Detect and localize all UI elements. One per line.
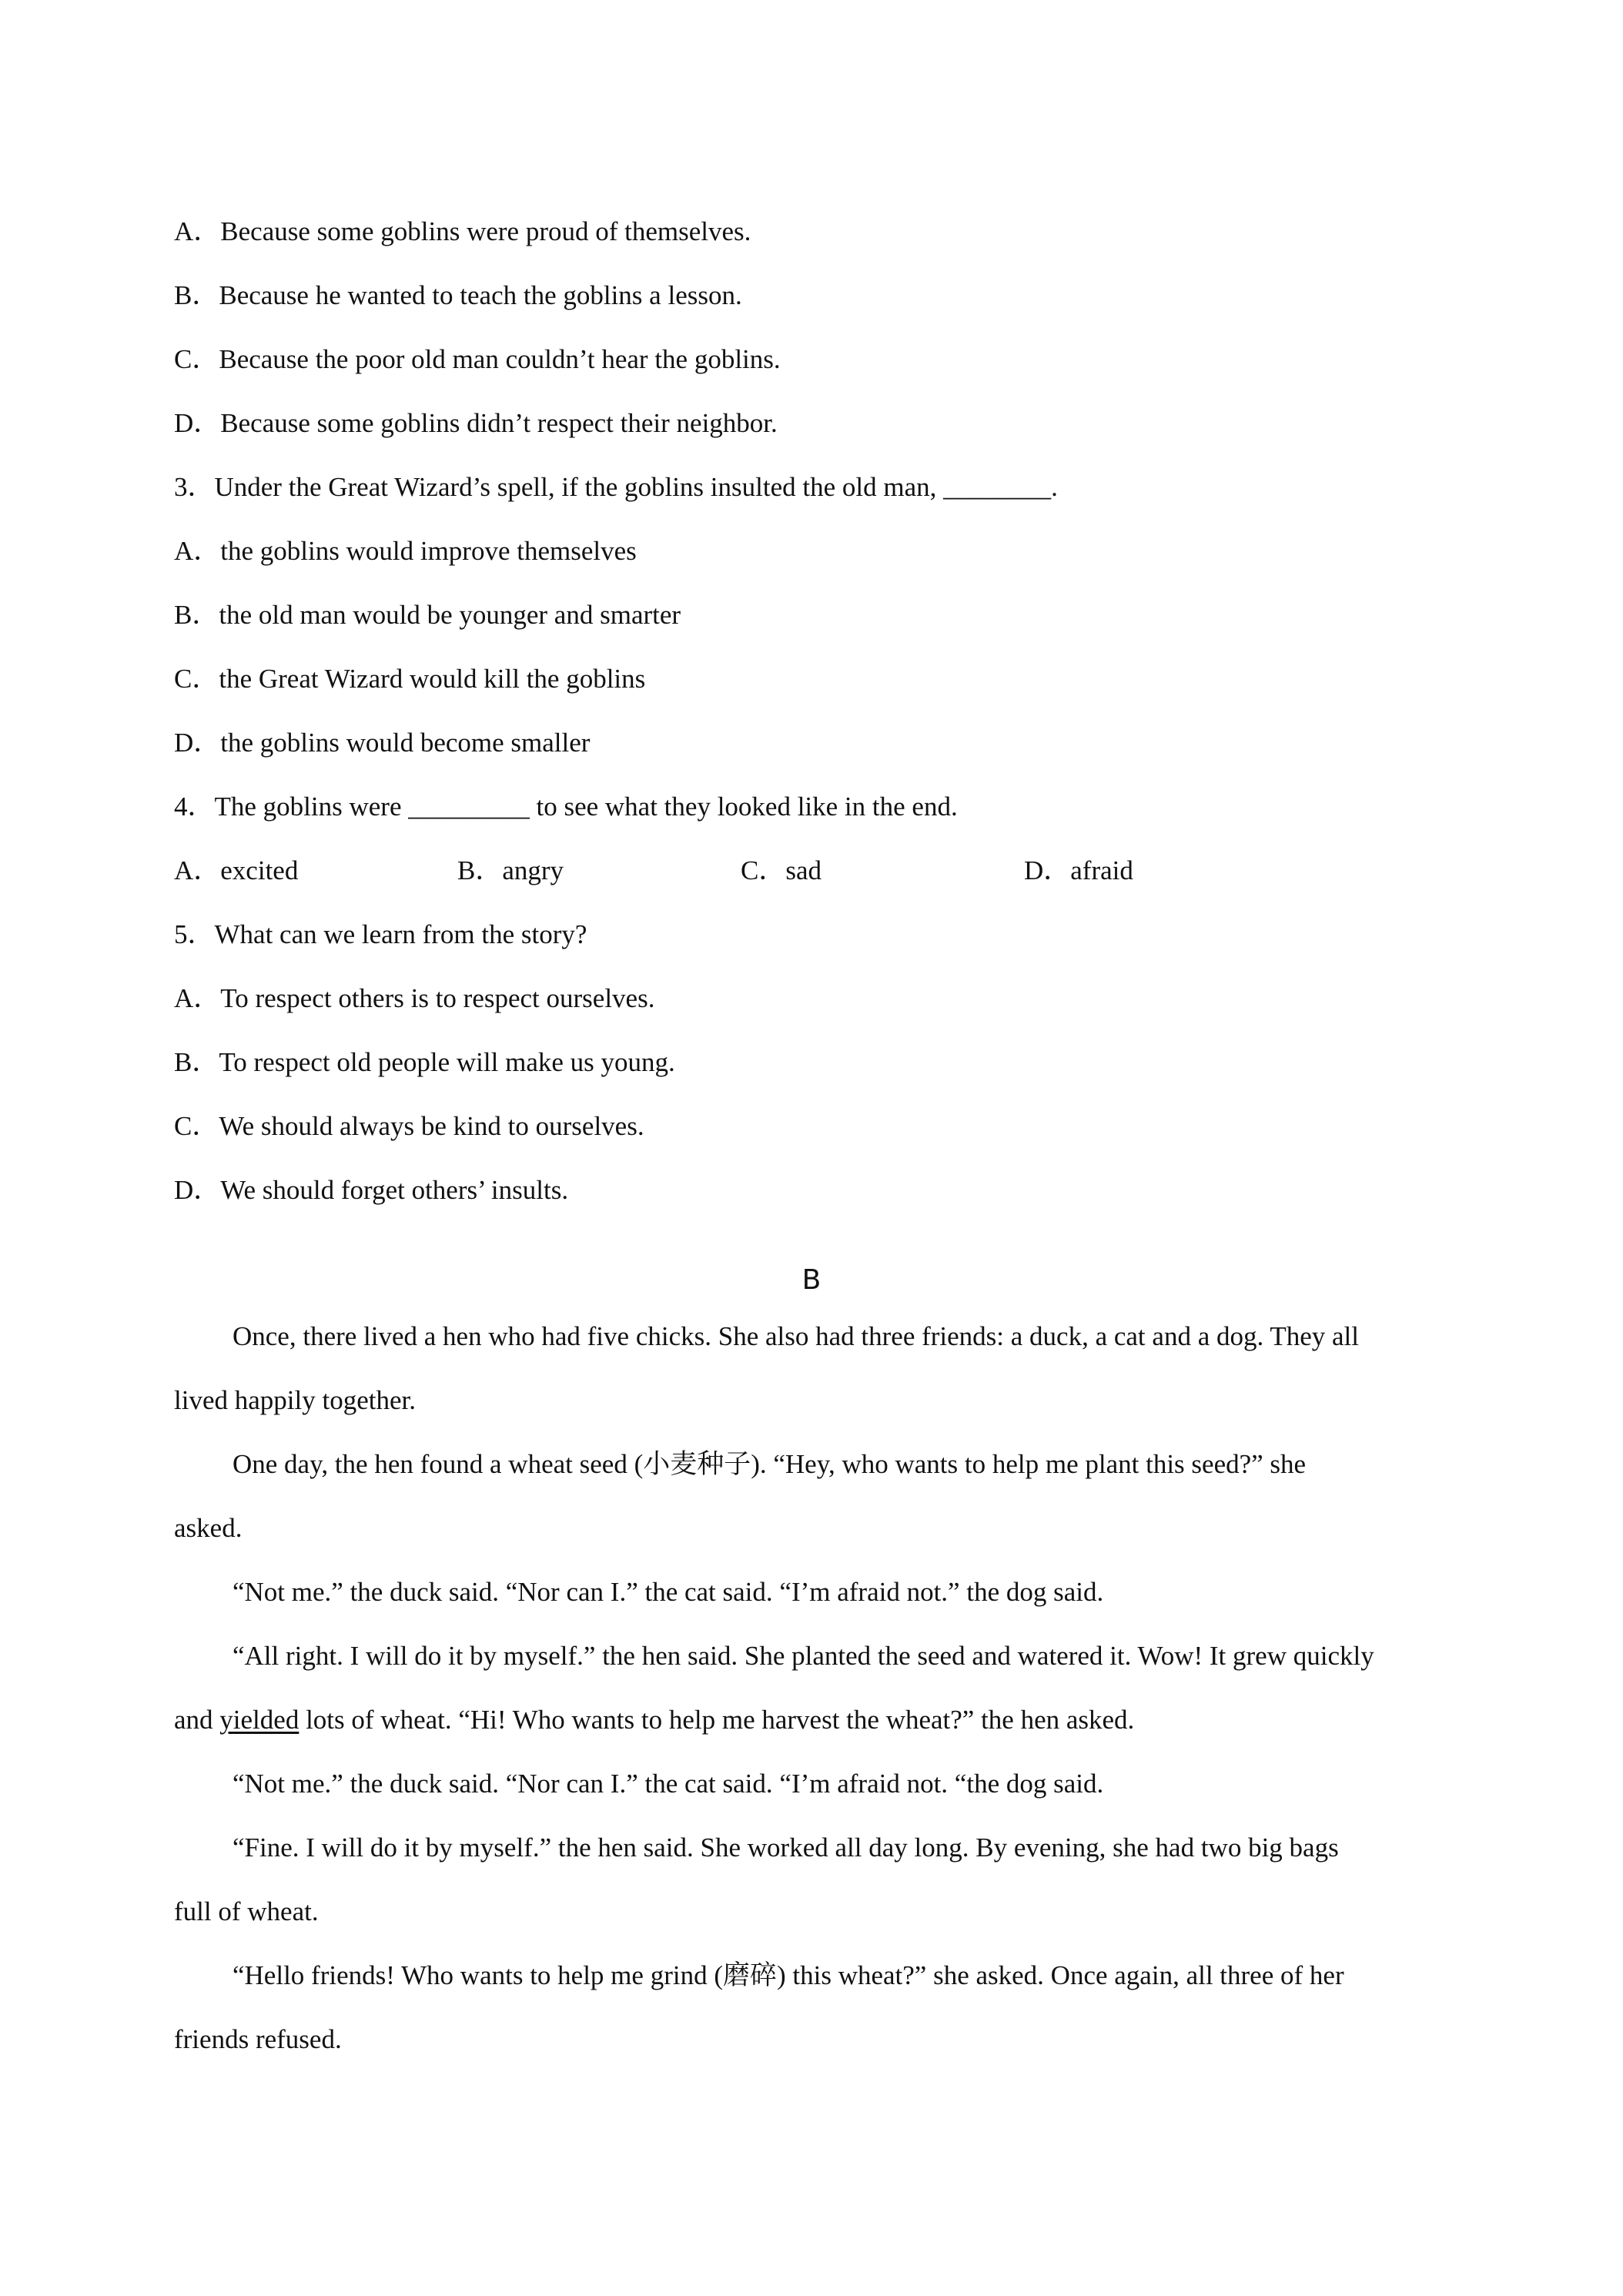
paragraph-6-line-1: “Fine. I will do it by myself.” the hen said. She worked all day long. By evening, she had two big bags <box>233 1832 1339 1863</box>
q2-option-a: A．Because some goblins were proud of themselves. <box>174 216 751 246</box>
q2-option-d: D．Because some goblins didn’t respect their neighbor. <box>174 408 778 438</box>
q5-option-a: A．To respect others is to respect ourselves. <box>174 983 655 1013</box>
underlined-word-yielded: yielded <box>219 1705 300 1735</box>
paragraph-1-line-2: lived happily together. <box>174 1385 416 1415</box>
paragraph-4-line-1: “All right. I will do it by myself.” the hen said. She planted the seed and watered it. Wow! It grew quickly <box>233 1641 1374 1671</box>
q5-stem: 5．What can we learn from the story? <box>174 919 587 949</box>
section-b-title: B <box>801 1264 822 1296</box>
paragraph-5: “Not me.” the duck said. “Nor can I.” the cat said. “I’m afraid not. “the dog said. <box>233 1769 1104 1799</box>
q2-option-c: C．Because the poor old man couldn’t hear the goblins. <box>174 344 781 374</box>
paragraph-7-line-1: “Hello friends! Who wants to help me grind (磨碎) this wheat?” she asked. Once again, all three of her <box>233 1960 1344 1990</box>
paragraph-2-line-1: One day, the hen found a wheat seed (小麦种子). “Hey, who wants to help me plant this seed?” she <box>233 1449 1307 1479</box>
q2-option-b: B．Because he wanted to teach the goblins a lesson. <box>174 280 742 310</box>
q5-option-c: C．We should always be kind to ourselves. <box>174 1111 644 1141</box>
q3-stem: 3．Under the Great Wizard’s spell, if the goblins insulted the old man, ________. <box>174 472 1058 502</box>
q5-option-d: D．We should forget others’ insults. <box>174 1175 569 1205</box>
q4-option-d: D．afraid <box>1024 855 1133 885</box>
q3-option-b: B．the old man would be younger and smarter <box>174 600 681 630</box>
paragraph-1-line-1: Once, there lived a hen who had five chicks. She also had three friends: a duck, a cat and a dog. They all <box>233 1321 1359 1351</box>
q3-option-d: D．the goblins would become smaller <box>174 728 591 758</box>
paragraph-3: “Not me.” the duck said. “Nor can I.” the cat said. “I’m afraid not.” the dog said. <box>233 1577 1104 1607</box>
q4-option-a: A．excited <box>174 855 299 885</box>
q3-option-c: C．the Great Wizard would kill the goblins <box>174 664 646 694</box>
q4-option-b: B．angry <box>457 855 564 885</box>
paragraph-4-line-2-post: lots of wheat. “Hi! Who wants to help me harvest the wheat?” the hen asked. <box>299 1705 1135 1735</box>
q3-option-a: A．the goblins would improve themselves <box>174 536 637 566</box>
q5-option-b: B．To respect old people will make us young. <box>174 1047 675 1077</box>
q4-option-c: C．sad <box>741 855 822 885</box>
paragraph-6-line-2: full of wheat. <box>174 1896 319 1926</box>
paragraph-4-line-2-pre: and <box>174 1705 220 1735</box>
q4-stem: 4．The goblins were _________ to see what they looked like in the end. <box>174 792 958 822</box>
paragraph-2-line-2: asked. <box>174 1513 243 1543</box>
paragraph-4-line-2 <box>174 1706 1134 1733</box>
paragraph-7-line-2: friends refused. <box>174 2024 342 2054</box>
